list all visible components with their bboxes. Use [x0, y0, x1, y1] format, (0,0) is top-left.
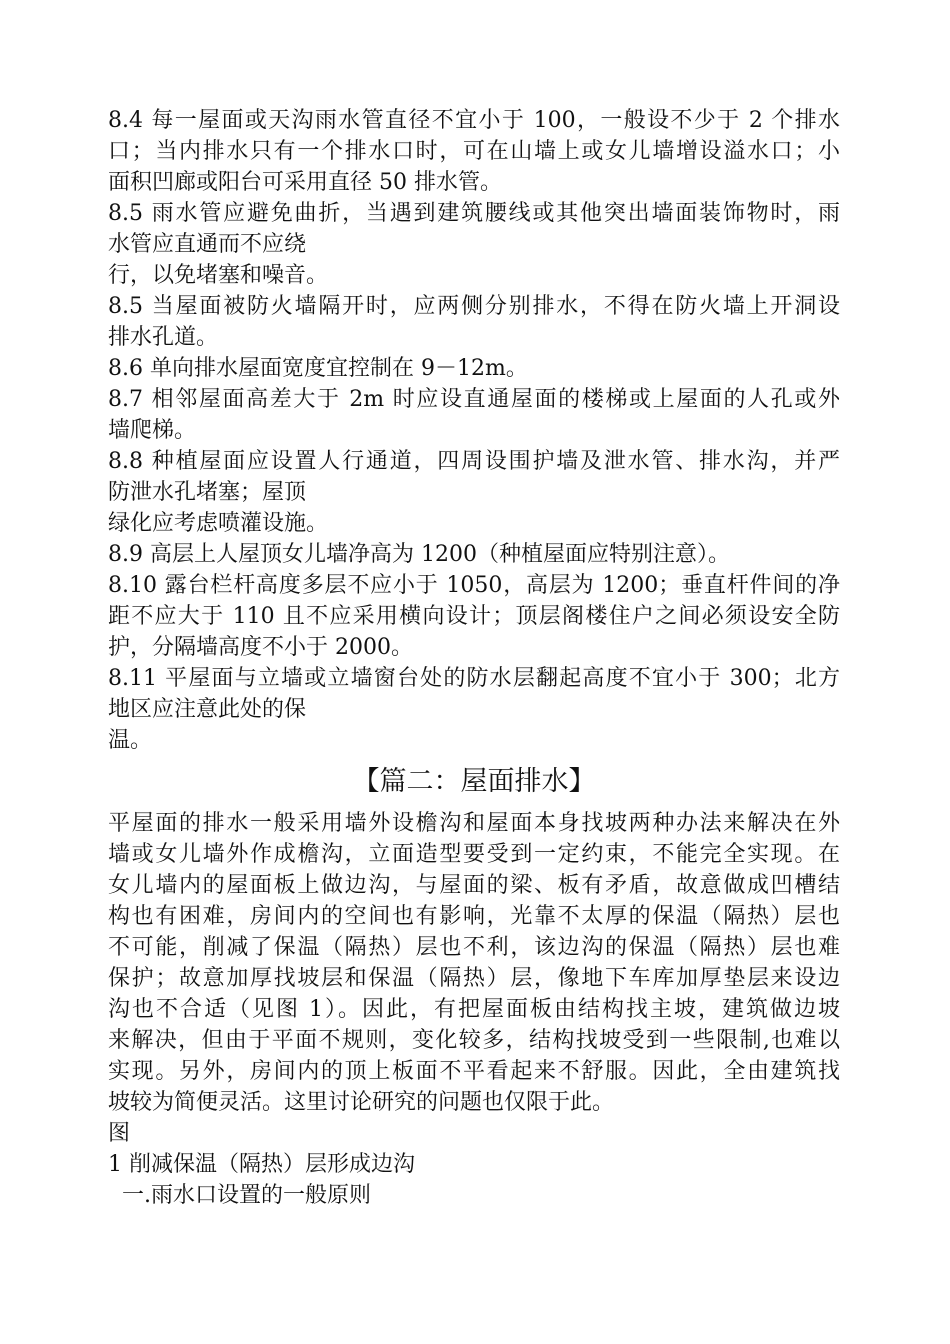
text-line: 8.5 雨水管应避免曲折，当遇到建筑腰线或其他突出墙面装饰物时，雨: [108, 201, 840, 226]
text-line: 来解决，但由于平面不规则，变化较多，结构找坡受到一些限制,也难以: [108, 1028, 840, 1053]
document-page: [108, 105, 840, 1211]
text-line: 水管应直通而不应绕: [108, 232, 307, 257]
text-line: 保护；故意加厚找坡层和保温（隔热）层，像地下车库加厚垫层来设边: [108, 966, 840, 991]
text-line: 护，分隔墙高度不小于 2000。: [108, 635, 413, 660]
text-line: 绿化应考虑喷灌设施。: [108, 511, 329, 536]
text-line: 8.4 每一屋面或天沟雨水管直径不宜小于 100，一般设不少于 2 个排水: [108, 108, 840, 133]
text-line: 构也有困难，房间内的空间也有影响，光靠不太厚的保温（隔热）层也: [108, 904, 840, 929]
text-line: 温。: [108, 728, 153, 753]
text-line: 8.6 单向排水屋面宽度宜控制在 9－12m。: [108, 356, 528, 381]
text-line: 女儿墙内的屋面板上做边沟，与屋面的梁、板有矛盾，故意做成凹槽结: [108, 873, 840, 898]
text-line: 排水孔道。: [108, 325, 219, 350]
text-line: 8.8 种植屋面应设置人行通道，四周设围护墙及泄水管、排水沟，并严: [108, 449, 840, 474]
text-line: 墙或女儿墙外作成檐沟，立面造型要受到一定约束，不能完全实现。在: [108, 842, 840, 867]
section-title: 【篇二：屋面排水】: [352, 766, 596, 797]
text-line: 图: [108, 1121, 131, 1146]
text-line: 墙爬梯。: [108, 418, 197, 443]
section-2: [108, 808, 840, 1211]
text-line: 8.10 露台栏杆高度多层不应小于 1050，高层为 1200；垂直杆件间的净: [108, 573, 840, 598]
text-line: 距不应大于 110 且不应采用横向设计；顶层阁楼住户之间必须设安全防: [108, 604, 840, 629]
text-line: 防泄水孔堵塞；屋顶: [108, 480, 307, 505]
text-line: 8.7 相邻屋面高差大于 2m 时应设直通屋面的楼梯或上屋面的人孔或外: [108, 387, 840, 412]
text-line: 沟也不合适（见图 1）。因此，有把屋面板由结构找主坡，建筑做边坡: [108, 997, 840, 1022]
text-line: 面积凹廊或阳台可采用直径 50 排水管。: [108, 170, 502, 195]
text-line: 1 削减保温（隔热）层形成边沟: [108, 1152, 415, 1177]
text-line: 地区应注意此处的保: [108, 697, 307, 722]
text-line: 不可能，削减了保温（隔热）层也不利，该边沟的保温（隔热）层也难: [108, 935, 840, 960]
subheading: 一.雨水口设置的一般原则: [122, 1183, 371, 1208]
text-line: 8.9 高层上人屋顶女儿墙净高为 1200（种植屋面应特别注意）。: [108, 542, 730, 567]
section-1: [108, 105, 840, 756]
text-line: 实现。另外，房间内的顶上板面不平看起来不舒服。因此，全由建筑找: [108, 1059, 840, 1084]
text-line: 口；当内排水只有一个排水口时，可在山墙上或女儿墙增设溢水口；小: [108, 139, 840, 164]
text-line: 平屋面的排水一般采用墙外设檐沟和屋面本身找坡两种办法来解决在外: [108, 811, 840, 836]
text-line: 8.5 当屋面被防火墙隔开时，应两侧分别排水，不得在防火墙上开洞设: [108, 294, 840, 319]
text-line: 坡较为简便灵活。这里讨论研究的问题也仅限于此。: [108, 1090, 615, 1115]
text-line: 行，以免堵塞和噪音。: [108, 263, 329, 288]
text-line: 8.11 平屋面与立墙或立墙窗台处的防水层翻起高度不宜小于 300；北方: [108, 666, 840, 691]
